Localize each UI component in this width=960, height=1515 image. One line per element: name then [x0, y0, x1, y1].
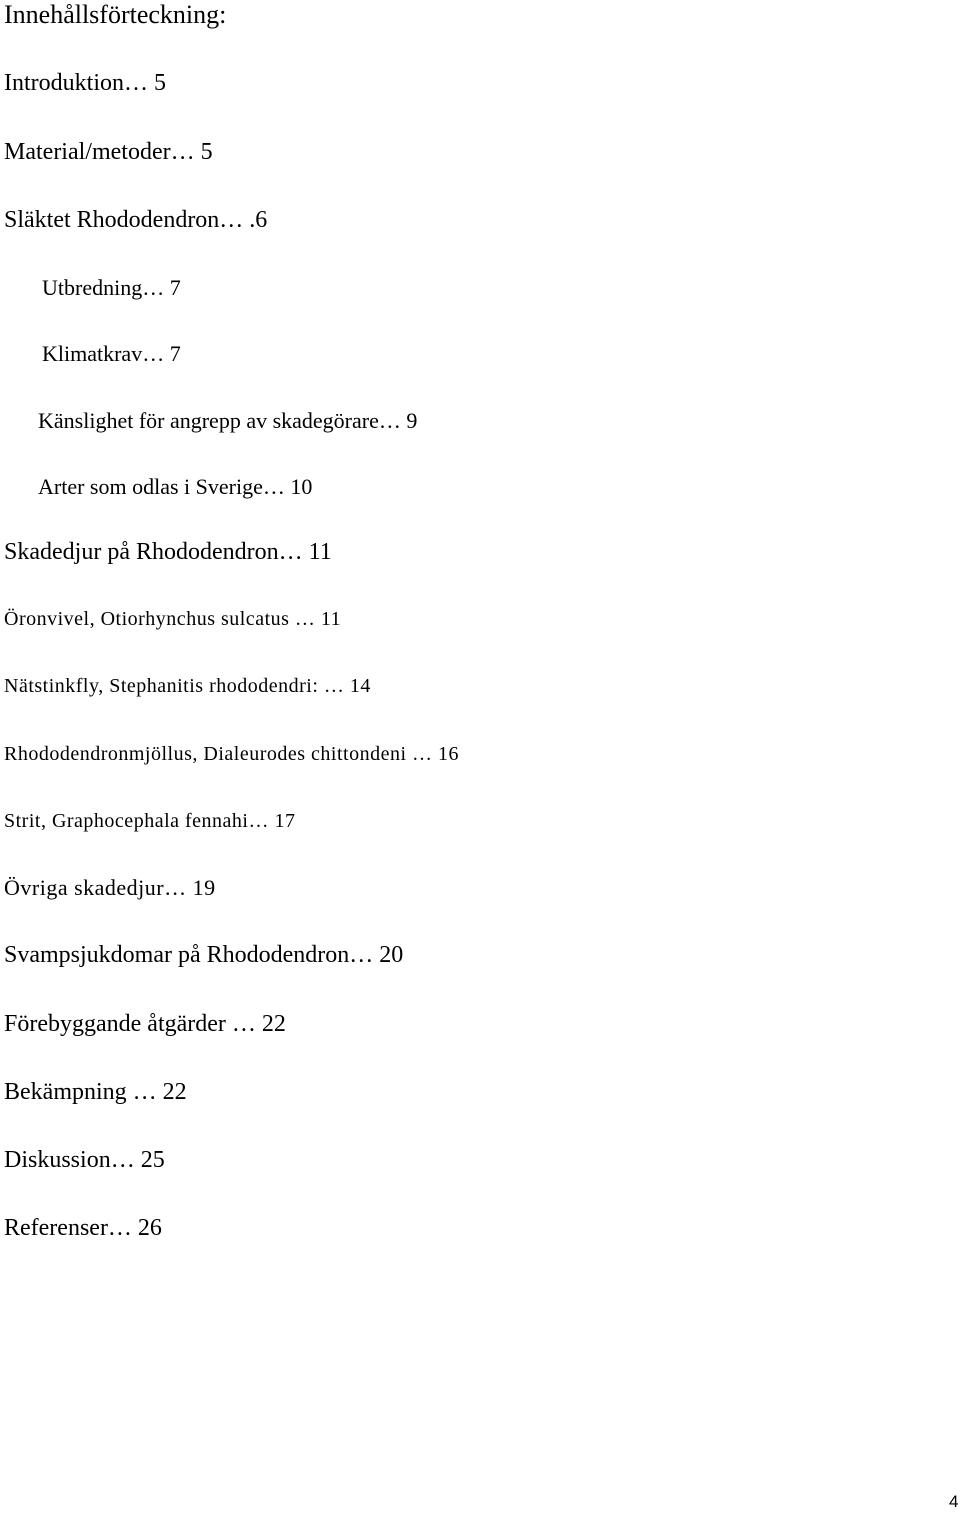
toc-entry-klimatkrav: Klimatkrav… 7: [42, 341, 181, 366]
toc-entry-rhododendronmjollus: Rhododendronmjöllus, Dialeurodes chittondeni … 16: [4, 743, 459, 765]
toc-title: Innehållsförteckning:: [4, 0, 227, 29]
toc-entry-skadedjur: Skadedjur på Rhododendron… 11: [4, 539, 332, 565]
page-number: 4: [949, 1492, 959, 1511]
toc-entry-forebyggande: Förebyggande åtgärder … 22: [4, 1011, 286, 1037]
toc-entry-strit: Strit, Graphocephala fennahi… 17: [4, 810, 296, 832]
toc-entry-bekampning: Bekämpning … 22: [4, 1079, 187, 1105]
toc-entry-slaktet-rhododendron: Släktet Rhododendron… .6: [4, 207, 268, 233]
toc-entry-kanslighet: Känslighet för angrepp av skadegörare… 9: [38, 408, 418, 433]
toc-entry-svampsjukdomar: Svampsjukdomar på Rhododendron… 20: [4, 942, 404, 968]
toc-entry-oronvivel: Öronvivel, Otiorhynchus sulcatus … 11: [4, 608, 342, 630]
toc-entry-diskussion: Diskussion… 25: [4, 1147, 165, 1173]
toc-entry-utbredning: Utbredning… 7: [42, 275, 181, 300]
toc-entry-natstinkfly: Nätstinkfly, Stephanitis rhododendri: … 14: [4, 675, 371, 697]
toc-entry-referenser: Referenser… 26: [4, 1215, 162, 1241]
toc-entry-ovriga-skadedjur: Övriga skadedjur… 19: [4, 875, 216, 900]
toc-entry-arter-sverige: Arter som odlas i Sverige… 10: [38, 474, 313, 499]
toc-entry-material-metoder: Material/metoder… 5: [4, 139, 213, 165]
toc-entry-introduktion: Introduktion… 5: [4, 70, 166, 96]
